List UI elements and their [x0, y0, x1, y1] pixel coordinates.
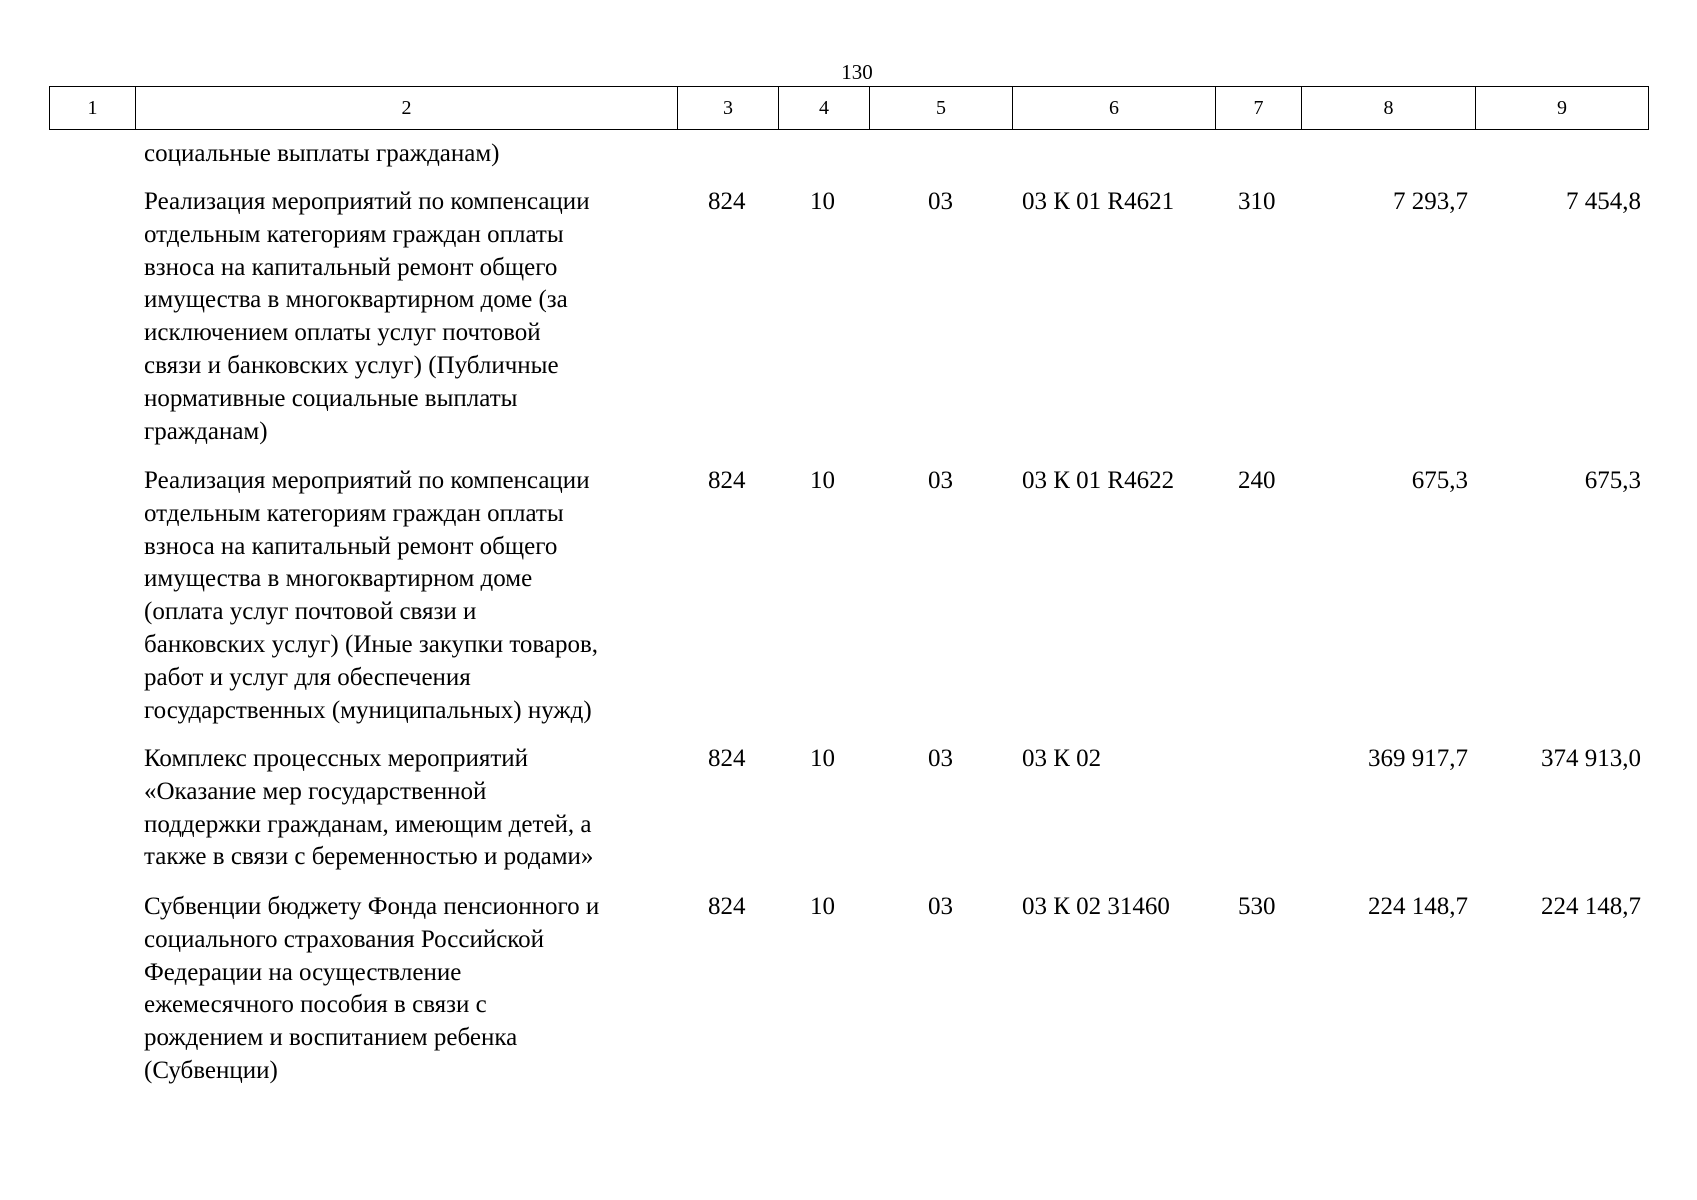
header-col-7: 7	[1216, 87, 1302, 130]
description-line: рождением и воспитанием ребенка	[144, 1024, 518, 1052]
subsection-code: 03	[928, 467, 953, 494]
header-col-8: 8	[1302, 87, 1476, 130]
section-code: 10	[810, 893, 835, 920]
header-col-5: 5	[870, 87, 1013, 130]
amount-col-8: 675,3	[1411, 467, 1468, 494]
amount-col-8: 369 917,7	[1368, 745, 1468, 772]
header-col-9: 9	[1476, 87, 1649, 130]
expense-type-code: 240	[1238, 467, 1276, 494]
description-line: отдельным категориям граждан оплаты	[144, 220, 564, 248]
description-line: имущества в многоквартирном доме (за	[144, 286, 568, 314]
page-number: 130	[841, 60, 873, 84]
ministry-code: 824	[708, 745, 746, 772]
description-line: Реализация мероприятий по компенсации	[144, 188, 590, 215]
description-line: Реализация мероприятий по компенсации	[144, 467, 590, 494]
target-article-code: 03 К 02	[1022, 745, 1102, 772]
expense-type-code: 310	[1238, 188, 1276, 215]
description-line: банковских услуг) (Иные закупки товаров,	[144, 630, 599, 658]
expense-type-code: 530	[1238, 893, 1276, 920]
description-line: социальные выплаты гражданам)	[144, 140, 500, 167]
ministry-code: 824	[708, 188, 746, 215]
description-line: поддержки гражданам, имеющим детей, а	[144, 810, 592, 838]
description-line: взноса на капитальный ремонт общего	[144, 253, 558, 281]
amount-col-8: 7 293,7	[1393, 188, 1468, 215]
description-line: также в связи с беременностью и родами»	[144, 843, 594, 871]
amount-col-9: 7 454,8	[1566, 188, 1641, 215]
amount-col-9: 224 148,7	[1541, 893, 1641, 920]
section-code: 10	[810, 745, 835, 772]
description-line: государственных (муниципальных) нужд)	[144, 696, 592, 724]
header-col-1: 1	[50, 87, 136, 130]
target-article-code: 03 К 01 R4622	[1022, 467, 1175, 494]
row-description	[144, 465, 684, 727]
header-row	[50, 87, 1649, 130]
description-line: гражданам)	[144, 417, 268, 445]
row-description	[144, 743, 684, 874]
section-code: 10	[810, 188, 835, 215]
column-number-header	[49, 86, 1649, 130]
description-line: связи и банковских услуг) (Публичные	[144, 351, 559, 379]
ministry-code: 824	[708, 893, 746, 920]
target-article-code: 03 К 02 31460	[1022, 893, 1170, 920]
row-description	[144, 186, 684, 448]
description-line: социального страхования Российской	[144, 925, 545, 953]
description-line: Комплекс процессных мероприятий	[144, 745, 529, 772]
description-line: исключением оплаты услуг почтовой	[144, 319, 541, 347]
row-description	[144, 891, 684, 1088]
section-code: 10	[810, 467, 835, 494]
subsection-code: 03	[928, 745, 953, 772]
description-line: (Субвенции)	[144, 1056, 278, 1084]
description-line: (оплата услуг почтовой связи и	[144, 598, 477, 626]
header-col-6: 6	[1013, 87, 1216, 130]
description-line: имущества в многоквартирном доме	[144, 565, 533, 593]
description-line: Федерации на осуществление	[144, 958, 462, 986]
amount-col-9: 675,3	[1584, 467, 1641, 494]
header-col-4: 4	[779, 87, 870, 130]
description-line: нормативные социальные выплаты	[144, 384, 518, 412]
description-line: взноса на капитальный ремонт общего	[144, 532, 558, 560]
target-article-code: 03 К 01 R4621	[1022, 188, 1175, 215]
description-line: отдельным категориям граждан оплаты	[144, 499, 564, 527]
amount-col-8: 224 148,7	[1368, 893, 1468, 920]
subsection-code: 03	[928, 893, 953, 920]
row-description	[144, 138, 684, 171]
description-line: «Оказание мер государственной	[144, 777, 487, 805]
header-col-2: 2	[136, 87, 678, 130]
description-line: Субвенции бюджету Фонда пенсионного и	[144, 893, 600, 920]
ministry-code: 824	[708, 467, 746, 494]
description-line: ежемесячного пособия в связи с	[144, 991, 487, 1019]
description-line: работ и услуг для обеспечения	[144, 663, 471, 691]
amount-col-9: 374 913,0	[1541, 745, 1641, 772]
subsection-code: 03	[928, 188, 953, 215]
header-col-3: 3	[678, 87, 779, 130]
